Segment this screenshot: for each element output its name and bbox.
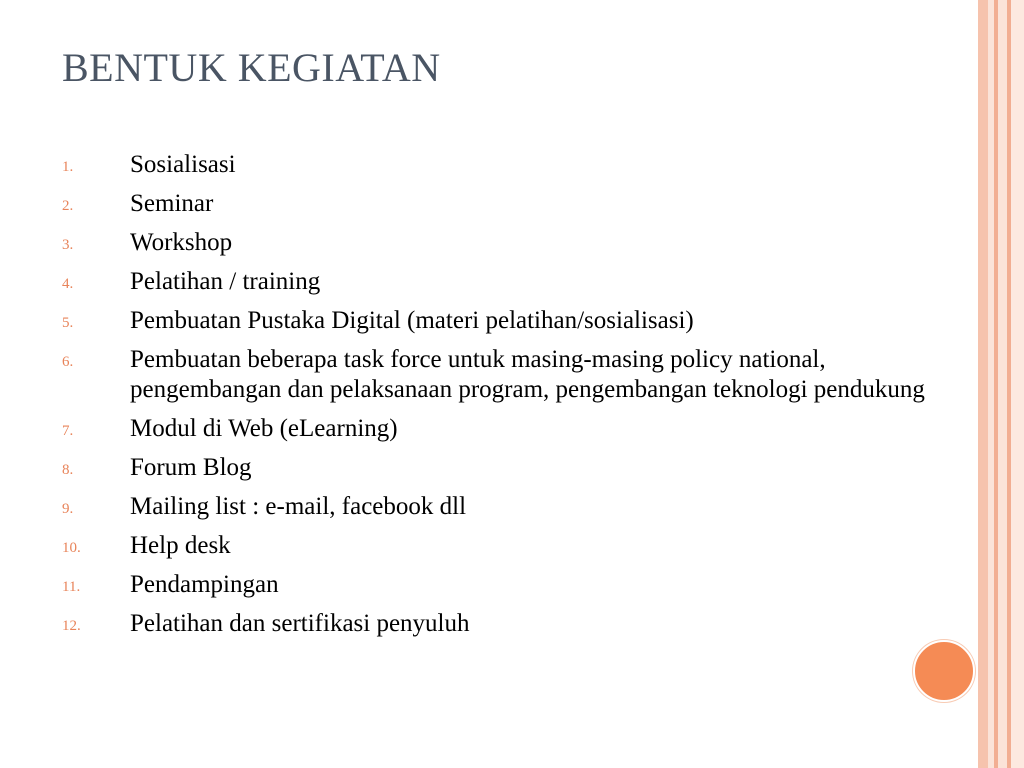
list-item <box>62 189 942 219</box>
list-item <box>62 150 942 180</box>
list-item-number: 9. <box>62 501 74 517</box>
list-item-number: 2. <box>62 198 74 214</box>
list-item-number: 3. <box>62 237 74 253</box>
list-item-text: Sosialisasi <box>130 151 236 178</box>
list-item-text: Mailing list : e-mail, facebook dll <box>130 493 467 520</box>
list-item <box>62 531 942 561</box>
list-item <box>62 453 942 483</box>
list-item-number: 4. <box>62 276 74 292</box>
list-item-text: Pendampingan <box>130 571 279 598</box>
list-item-text: Pembuatan Pustaka Digital (materi pelatihan/sosialisasi) <box>130 307 694 334</box>
list-item-number: 1. <box>62 159 74 175</box>
list-item <box>62 609 942 639</box>
list-item <box>62 306 942 336</box>
decorative-stripe <box>1011 0 1024 768</box>
list-item-number: 11. <box>62 579 81 595</box>
list-item-number: 6. <box>62 354 74 370</box>
list-item-number: 7. <box>62 423 74 439</box>
list-item-text: Pelatihan / training <box>130 268 321 295</box>
list-item <box>62 228 942 258</box>
list-item-number: 8. <box>62 462 74 478</box>
decorative-stripe <box>998 0 1007 768</box>
list-item-text: Pembuatan beberapa task force untuk masing-masing policy national, pengembangan dan pelaksanaan program, pengembangan teknologi pendukung <box>130 346 925 403</box>
list-item-text: Help desk <box>130 532 231 559</box>
slide-title: BENTUK KEGIATAN <box>62 45 441 90</box>
list-item <box>62 414 942 444</box>
accent-circle <box>913 640 975 702</box>
list-item-text: Modul di Web (eLearning) <box>130 415 398 442</box>
list-item-number: 10. <box>62 540 81 556</box>
list-item <box>62 492 942 522</box>
list-item <box>62 345 942 405</box>
numbered-list <box>62 150 942 648</box>
list-item-text: Forum Blog <box>130 454 252 481</box>
list-item-number: 12. <box>62 618 81 634</box>
list-item-text: Workshop <box>130 229 233 256</box>
decorative-stripe <box>978 0 988 768</box>
list-item <box>62 570 942 600</box>
list-item-number: 5. <box>62 315 74 331</box>
list-item-text: Seminar <box>130 190 214 217</box>
list-item <box>62 267 942 297</box>
list-item-text: Pelatihan dan sertifikasi penyuluh <box>130 610 470 637</box>
